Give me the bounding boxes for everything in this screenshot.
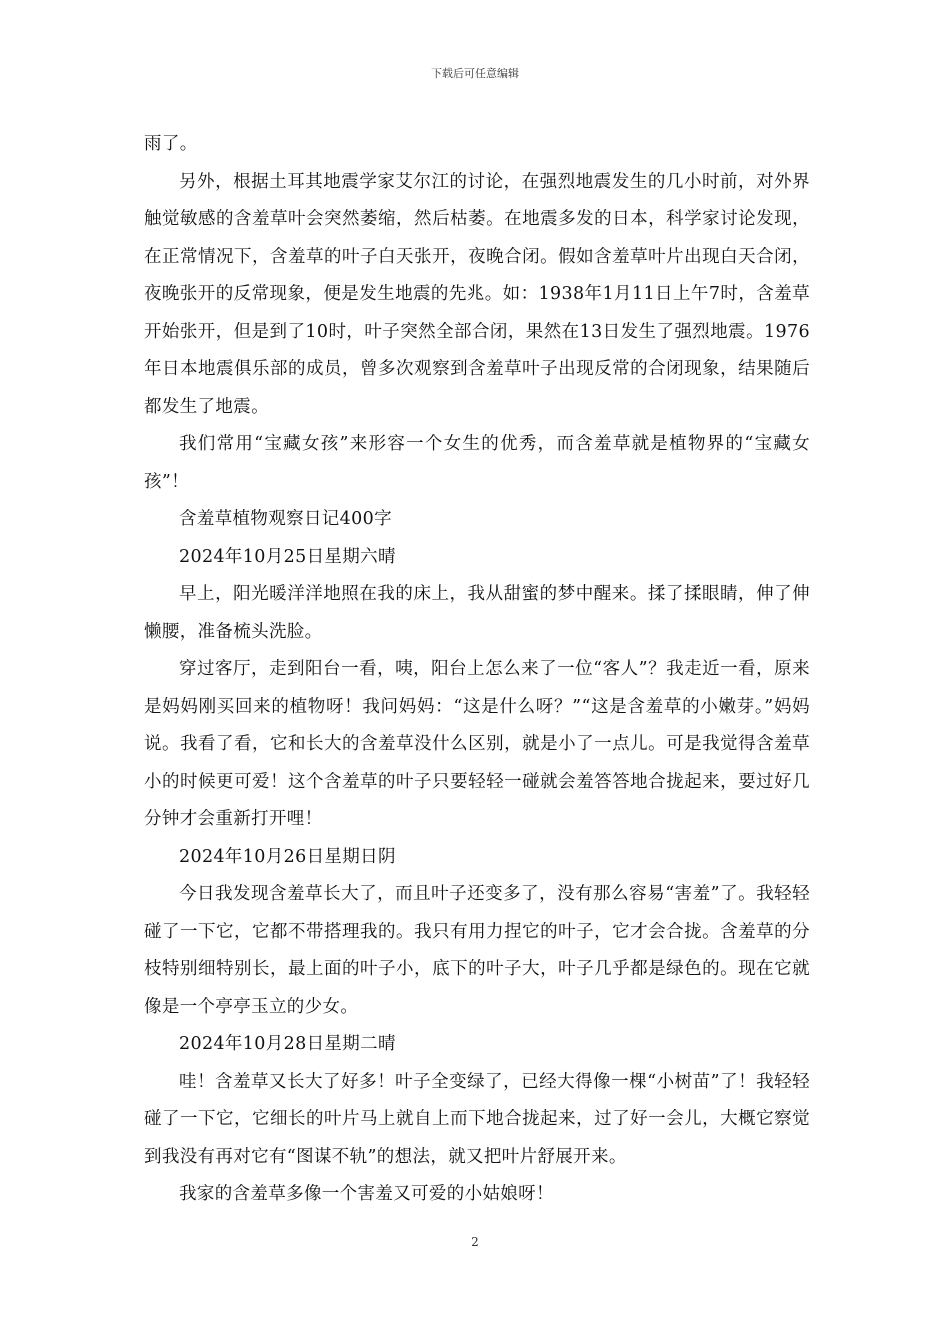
- diary-date-1: 2024年10月25日星期六晴: [179, 546, 396, 567]
- diary-entry-1-para-1: 早上，阳光暖洋洋地照在我的床上，我从甜蜜的梦中醒来。揉了揉眼睛，伸了伸懒腰，准备梳头洗脸。: [144, 584, 810, 642]
- diary-date-2: 2024年10月26日星期日阴: [179, 846, 396, 867]
- diary-entry-3: 哇！含羞草又长大了好多！叶子全变绿了，已经大得像一棵“小树苗”了！我轻轻碰了一下它，它细长的叶片马上就自上而下地合拢起来，过了好一会儿，大概它察觉到我没有再对它有“图谋不轨”的想法，就又把叶片舒展开来。: [144, 1071, 810, 1167]
- diary-entry-1-para-2: 穿过客厅，走到阳台一看，咦，阳台上怎么来了一位“客人”？我走近一看，原来是妈妈刚买回来的植物呀！我问妈妈：“这是什么呀？”“这是含羞草的小嫩芽。”妈妈说。我看了看，它和长大的含羞草没什么区别，就是小了一点儿。可是我觉得含羞草小的时候更可爱！这个含羞草的叶子只要轻轻一碰就会羞答答地合拢起来，要过好几分钟才会重新打开哩！: [144, 659, 810, 829]
- diary-conclusion: 我家的含羞草多像一个害羞又可爱的小姑娘呀！: [179, 1184, 554, 1204]
- document-body: [144, 126, 810, 1214]
- paragraph-treasure-girl: 我们常用“宝藏女孩”来形容一个女生的优秀，而含羞草就是植物界的“宝藏女孩”！: [144, 434, 810, 492]
- diary-entry-2: 今日我发现含羞草长大了，而且叶子还变多了，没有那么容易“害羞”了。我轻轻碰了一下它，它都不带搭理我的。我只有用力捏它的叶子，它才会合拢。含羞草的分枝特别细特别长，最上面的叶子小，底下的叶子大，叶子几乎都是绿色的。现在它就像是一个亭亭玉立的少女。: [144, 884, 810, 1017]
- page-number: 2: [471, 1235, 479, 1249]
- diary-date-3: 2024年10月28日星期二晴: [179, 1034, 396, 1054]
- paragraph-continuation: 雨了。: [144, 134, 198, 154]
- paragraph-earthquake-research: 另外，根据土耳其地震学家艾尔江的讨论，在强烈地震发生的几小时前，对外界触觉敏感的含羞草叶会突然萎缩，然后枯萎。在地震多发的日本，科学家讨论发现，在正常情况下，含羞草的叶子白天张开，夜晚合闭。假如含羞草叶片出现白天合闭，夜晚张开的反常现象，便是发生地震的先兆。如：1938年1月11日上午7时，含羞草开始张开，但是到了10时，叶子突然全部合闭，果然在13日发生了强烈地震。1976年日本地震俱乐部的成员，曾多次观察到含羞草叶子出现反常的合闭现象，结果随后都发生了地震。: [144, 171, 810, 417]
- page-header: 下载后可任意编辑: [431, 67, 519, 80]
- diary-title: 含羞草植物观察日记400字: [179, 509, 392, 529]
